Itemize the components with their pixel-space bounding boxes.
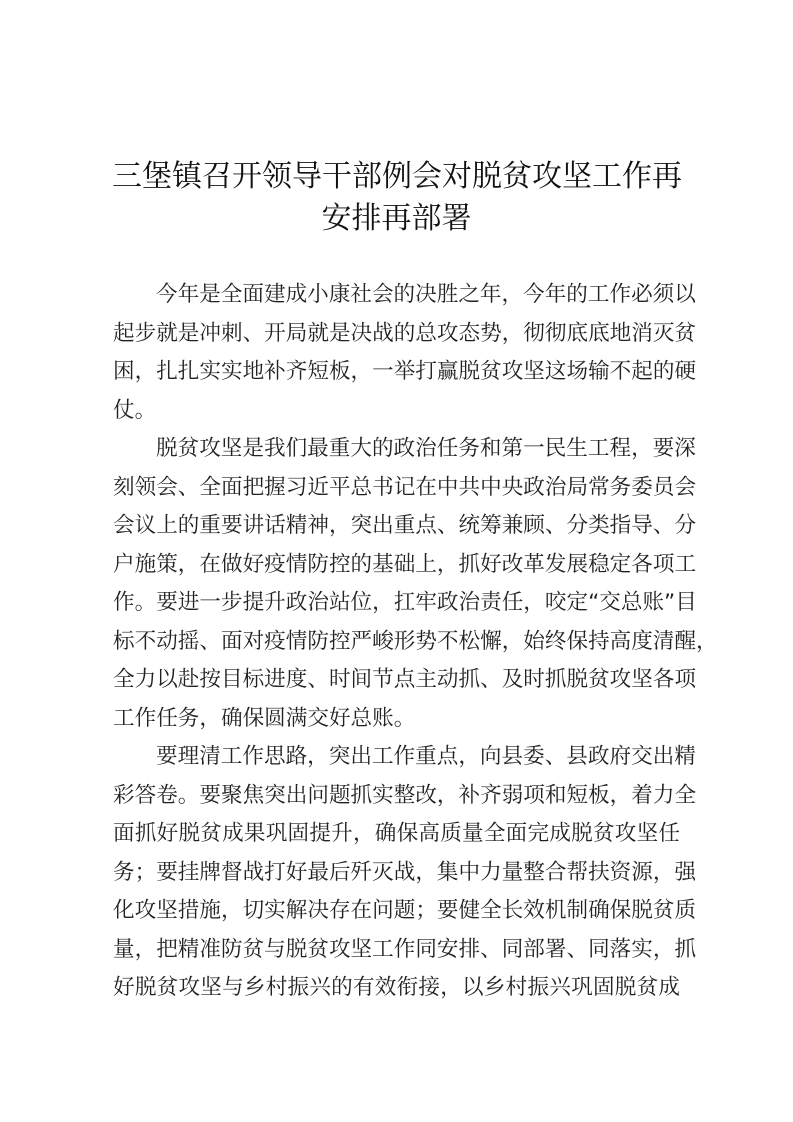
text-line: 仗。 — [113, 397, 157, 423]
text-line: 要理清工作思路，突出工作重点，向县委、县政府交出精 — [156, 744, 696, 769]
text-line: 面抓好脱贫成果巩固提升，确保高质量全面完成脱贫攻坚任 — [113, 821, 680, 846]
paragraph-1 — [113, 276, 697, 430]
text-line: 量，把精准防贫与脱贫攻坚工作同安排、同部署、同落实，抓 — [113, 936, 697, 962]
text-line: 全力以赴按目标进度、时间节点主动抓、及时抓脱贫攻坚各项 — [113, 667, 697, 692]
text-line: 今年是全面建成小康社会的决胜之年，今年的工作必须以 — [156, 282, 696, 307]
text-line: 起步就是冲刺、开局就是决战的总攻态势，彻彻底底地消灭贫 — [113, 320, 697, 346]
text-line: 标不动摇、面对疫情防控严峻形势不松懈，始终保持高度清醒， — [113, 628, 718, 654]
title-line-1: 三堡镇召开领导干部例会对脱贫攻坚工作再 — [112, 159, 682, 194]
text-line: 户施策，在做好疫情防控的基础上，抓好改革发展稳定各项工 — [113, 551, 697, 577]
text-line: 困，扎扎实实地补齐短板，一举打赢脱贫攻坚这场输不起的硬 — [113, 359, 697, 384]
text-line: 会议上的重要讲话精神，突出重点、统筹兼顾、分类指导、分 — [113, 513, 697, 538]
text-line: 脱贫攻坚是我们最重大的政治任务和第一民生工程，要深 — [156, 436, 696, 461]
document-title — [112, 156, 681, 240]
text-line: 好脱贫攻坚与乡村振兴的有效衔接，以乡村振兴巩固脱贫成 — [113, 975, 680, 1000]
title-line-2: 安排再部署 — [321, 201, 472, 236]
text-line: 彩答卷。要聚焦突出问题抓实整改，补齐弱项和短板，着力全 — [113, 782, 697, 808]
paragraph-3 — [113, 738, 697, 1008]
text-line: 刻领会、全面把握习近平总书记在中共中央政治局常务委员会 — [113, 474, 697, 500]
paragraph-2 — [113, 430, 718, 738]
text-line: 务；要挂牌督战打好最后歼灭战，集中力量整合帮扶资源，强 — [113, 859, 697, 885]
text-line: 工作任务，确保圆满交好总账。 — [113, 705, 416, 731]
text-line: 作。要进一步提升政治站位，扛牢政治责任，咬定“交总账”目 — [113, 590, 697, 615]
text-line: 化攻坚措施，切实解决存在问题；要健全长效机制确保脱贫质 — [113, 898, 697, 923]
document-body — [113, 276, 718, 1008]
